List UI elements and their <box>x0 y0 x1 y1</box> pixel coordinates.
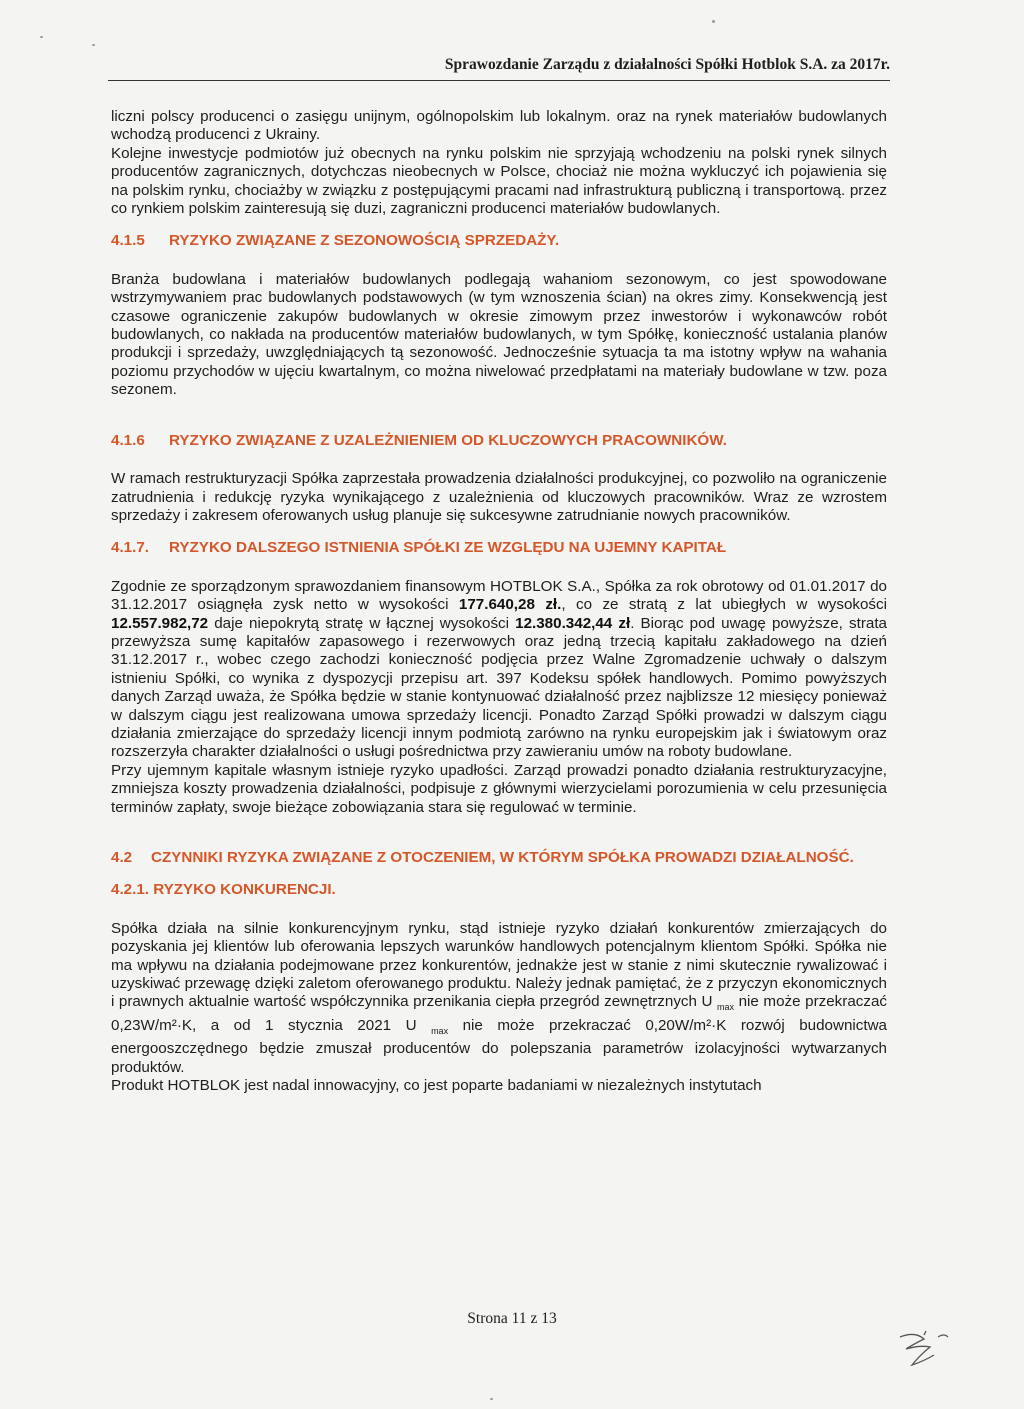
text-run: , co ze stratą z lat ubiegłych w wysokości <box>561 596 887 614</box>
text-run: . Biorąc pod uwagę powyższe, strata przewyższa sumę kapitałów zapasowego i rezerwowych oraz jedną trzecią kapitału zakładowego na dzień 31.12.2017 r., wobec czego zachodzi konieczność podjęcia przez Walne Zgromadzenie uchwały o dalszym istnieniu Spółki, co wynika z dyspozycji przepisu art. 397 Kodeksu spółek handlowych. Pomimo powyższych danych Zarząd uważa, że Spółka będzie w stanie kontynuować działalność przez najblizsze 12 miesięcy ponieważ w dalszym ciągu jest realizowana umowa sprzedaży licencji. Ponadto Zarząd Spółki prowadzi w dalszym ciągu działania zmierzające do sprzedaży licencji innym podmiotą zarówno na rynku europejskim jak i światowym oraz rozszerzyła charakter działalności o usługi pośrednictwa przy zawieraniu umów na roboty budowlane. <box>111 614 887 761</box>
profit-amount: 177.640,28 zł. <box>458 596 562 614</box>
subscript: max <box>431 1025 449 1036</box>
section-number: 4.2.1. <box>111 881 149 899</box>
section-heading-4-1-7 <box>111 539 887 557</box>
handwritten-signature <box>890 1325 960 1375</box>
page-number: Strona 11 z 13 <box>467 1310 557 1327</box>
paragraph: Produkt HOTBLOK jest nadal innowacyjny, co jest poparte badaniami w niezależnych instytutach <box>111 1077 762 1095</box>
loss-amount: 12.557.982,72 <box>111 614 209 632</box>
section-number: 4.1.7. <box>111 539 149 557</box>
section-title: RYZYKO ZWIĄZANE Z SEZONOWOŚCIĄ SPRZEDAŻY. <box>169 232 560 250</box>
section-title: RYZYKO ZWIĄZANE Z UZALEŻNIENIEM OD KLUCZOWYCH PRACOWNIKÓW. <box>169 431 727 449</box>
text-run: Spółka działa na silnie konkurencyjnym rynku, stąd istnieje ryzyko działań konkurentów zmierzających do pozyskania jej klientów lub oferowania lepszych warunków handlowych potencjalnym klientom Spółki. Spółka nie ma wpływu na działania podejmowane przez konkurentów, jednakże jest w stanie z nimi skutecznie rywalizować i uzyskiwać przewagę dzięki zaletom oferowanego produktu. Należy jednak pamiętać, że z przyczyn ekonomicznych i prawnych aktualnie wartość współczynnika przenikania ciepła przegród zewnętrznych U <box>111 919 887 1011</box>
paragraph <box>111 920 887 1077</box>
paragraph: liczni polscy producenci o zasięgu unijnym, ogólnopolskim lub lokalnym. oraz na rynek materiałów budowlanych wchodzą producenci z Ukrainy. <box>111 108 887 144</box>
text-run: Zgodnie ze sporządzonym sprawozdaniem finansowym HOTBLOK S.A., Spółka za rok obrotowy od 01.01.2017 do 31.12.2017 osiągnęła zysk netto w wysokości <box>111 577 887 614</box>
section-number: 4.1.6 <box>111 431 145 449</box>
paragraph: Kolejne inwestycje podmiotów już obecnych na rynku polskim nie sprzyjają wchodzeniu na polski rynek silnych producentów zagranicznych, dotychczas nieobecnych w Polsce, chociaż nie można wykluczyć ich pojawienia się na polskim rynku, chociażby w związku z postępującymi pracami nad infrastrukturą publiczną i transportową. przez co rynkiem polskim zainteresują się duzi, zagraniczni producenci materiałów budowlanych. <box>111 144 887 218</box>
document-body <box>111 108 887 1096</box>
section-number: 4.1.5 <box>111 232 145 250</box>
text-run: nie może przekraczać 0,23W/m²·K, a od 1 stycznia 2021 U <box>111 993 887 1034</box>
section-title: RYZYKO KONKURENCJI. <box>153 881 336 899</box>
section-heading-4-1-5 <box>111 232 887 250</box>
paragraph: W ramach restrukturyzacji Spółka zaprzestała prowadzenia działalności produkcyjnej, co pozwoliło na ograniczenie zatrudnienia i redukcję ryzyka wynikającego z uzależnienia od kluczowych pracowników. Wraz ze wzrostem sprzedaży i zakresem oferowanych usług planuje się sukcesywne zatrudnianie nowych pracowników. <box>111 470 887 524</box>
text-run: nie może przekraczać 0,20W/m²·K rozwój budownictwa energooszczędnego będzie zmuszał producentów do polepszania parametrów izolacyjności wytwarzanych produktów. <box>111 1016 887 1076</box>
paragraph: Branża budowlana i materiałów budowlanych podlegają wahaniom sezonowym, co jest spowodowane wstrzymywaniem prac budowlanych podstawowych (w tym wznoszenia ścian) na okres zimy. Konsekwencją jest czasowe ograniczenie zakupów budowlanych w okresie zimowym przez inwestorów i wykonawców robót budowlanych, co nakłada na producentów materiałów budowlanych, w tym Spółkę, konieczność ustalania planów produkcji i sprzedaży, uwzględniających tą sezonowość. Jednocześnie sytuacja ta ma istotny wpływ na wahania poziomu przychodów w ujęciu kwartalnym, co można niwelować przedpłatami na materiały budowlane w tzw. poza sezonem. <box>111 270 887 399</box>
section-title: CZYNNIKI RYZYKA ZWIĄZANE Z OTOCZENIEM, W KTÓRYM SPÓŁKA PROWADZI DZIAŁALNOŚĆ. <box>151 849 854 866</box>
paragraph: Przy ujemnym kapitale własnym istnieje ryzyko upadłości. Zarząd prowadzi ponadto działania restrukturyzacyjne, zmniejsza koszty prowadzenia działalności, podpisuje z głównymi wierzycielami porozumienia w celu przesunięcia terminów zapłaty, swoje bieżące zobowiązania stara się regulować w terminie. <box>111 761 887 816</box>
paragraph <box>111 578 887 762</box>
total-loss-amount: 12.380.342,44 zł <box>515 614 631 632</box>
section-heading-4-1-6 <box>111 432 887 450</box>
page-header: Sprawozdanie Zarządu z działalności Spółki Hotblok S.A. za 2017r. <box>108 56 890 81</box>
section-title: RYZYKO DALSZEGO ISTNIENIA SPÓŁKI ZE WZGLĘDU NA UJEMNY KAPITAŁ <box>169 539 727 557</box>
subscript: max <box>717 1002 735 1013</box>
section-heading-4-2 <box>111 849 887 867</box>
section-heading-4-2-1 <box>111 881 887 899</box>
section-number: 4.2 <box>111 849 133 866</box>
text-run: daje niepokrytą stratę w łącznej wysokości <box>208 614 516 632</box>
